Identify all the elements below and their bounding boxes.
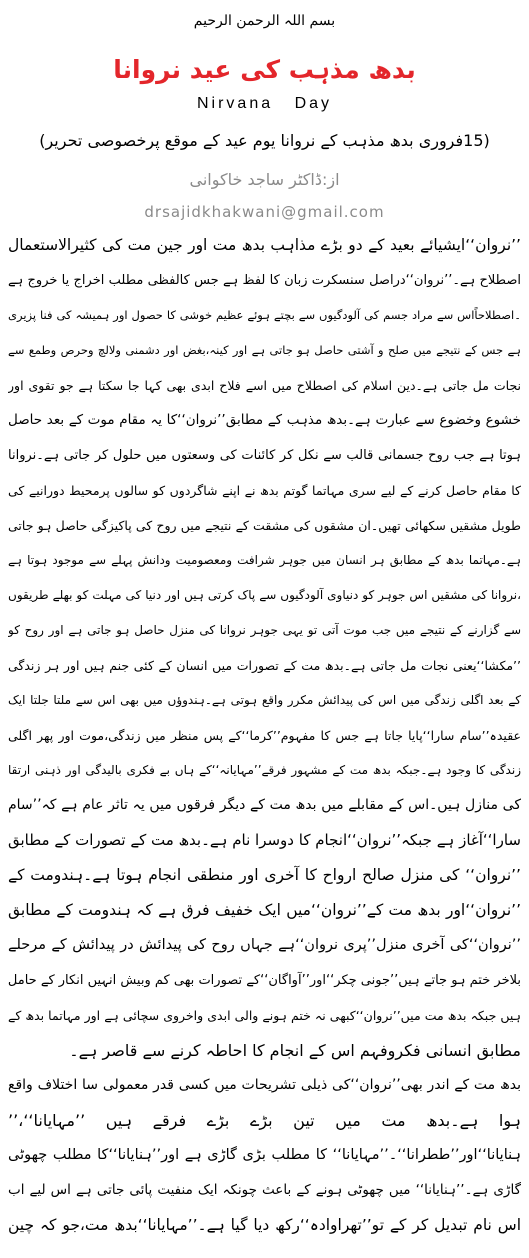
- occasion-note: (15فروری بدھ مذہب کے نروانا یوم عید کے موقع پرخصوصی تحریر): [39, 131, 490, 150]
- body-line: عقیدہ’’سام سارا‘‘پایا جاتا ہے جس کا مفہوم’’کرما‘‘کے پس منظر میں زندگی،موت اور پھر اگلی: [8, 728, 521, 743]
- body-line: مطابق انسانی فکروفہم اس کے انجام کا احاطہ کرنے سے قاصر ہے۔: [69, 1041, 521, 1060]
- body-line: اصطلاح ہے۔’’نروان‘‘دراصل سنسکرت زبان کا لفظ ہے جس کالفظی مطلب اخراج یا خروج ہے: [8, 273, 521, 288]
- author-email: drsajidkhakwani@gmail.com: [144, 203, 385, 221]
- body-line: ’’نروان‘‘ایشیائے بعید کے دو بڑے مذاہب بدھ مت اور جین مت کی کثیرالاستعمال: [8, 236, 521, 254]
- body-line: ’’مکشا‘‘یعنی نجات مل جاتی ہے۔بدھ مت کے تصورات میں انسان کے کئی جنم ہیں اور ہر زندگی: [8, 658, 521, 673]
- body-line: ’’نروان‘‘ کی منزل صالح ارواح کا آخری اور منطقی انجام ہوتا ہے۔ہندومت کے: [8, 866, 521, 884]
- body-line: بدھ مت کے اندر بھی’’نروان‘‘کی ذیلی تشریحات میں کسی قدر معمولی سا اختلاف واقع: [8, 1077, 521, 1093]
- body-line: کی منازل ہیں۔اس کے مقابلے میں بدھ مت کے دیگر فرقوں میں یہ تاثر عام ہے کہ’’سام: [8, 797, 521, 813]
- english-subtitle: Nirvana Day: [196, 95, 333, 112]
- body-line: کا مقام حاصل کرنے کے لیے سری مہاتما گوتم بدھ نے اپنے شاگردوں کو سالوں پرمحیط دورانیے کی: [8, 483, 521, 498]
- body-line: ہیں جبکہ بدھ مت میں’’نروان‘‘کبھی نہ ختم ہونے والی ابدی واخروی سچائی ہے اور مہاتما بدھ کے: [8, 1008, 521, 1023]
- body-line: ۔اصطلاحاًاس سے مراد جسم کی آلودگیوں سے بچتے ہوئے عظیم خوشی کا حصول اور ہمیشہ کی فنا پزیری: [8, 308, 521, 322]
- body-line: اس نام تبدیل کر کے تو’’تھراوادہ‘‘رکھ دیا گیا ہے۔’’مہایانا‘‘بدھ مت،جو کہ چین: [8, 1216, 521, 1234]
- body-line: خشوع وخضوع سے عبارت ہے۔بدھ مذہب کے مطابق’’نروان‘‘کا یہ مقام موت کے بعد حاصل: [8, 412, 521, 428]
- body-line: نجات مل جاتی ہے۔دین اسلام کی اصطلاح میں اسے فلاح ابدی بھی کہا جا سکتا ہے جو تقوی اور: [8, 378, 521, 393]
- body-line: ،نروانا کی مشقیں اس جوہر کو دنیاوی آلودگیوں سے پاک کرتی ہیں اور دنیا کی مہلت کو بھلے طریقوں: [8, 588, 521, 602]
- article-title: بدھ مذہب کی عید نروانا: [113, 55, 416, 84]
- body-line: سے گزارنے کے نتیجے میں جب موت آتی تو یہی جوہر نروانا کی منزل حاصل ہو جاتی ہے اور روح کو: [8, 623, 521, 637]
- paragraph: [8, 1068, 521, 1243]
- body-line: کے بعد اگلی زندگی میں اس کی پیدائش مکرر واقع ہوتی ہے۔ہندوؤں میں بھی اس سے ملتا جلتا ایک: [8, 693, 521, 707]
- body-line: ہے۔مہاتما بدھ کے مطابق ہر انسان میں جوہر شرافت ومعصومیت ودانش پہلے سے موجود ہوتا ہے: [8, 553, 521, 567]
- body-line: ’’نروان‘‘اور بدھ مت کے’’نروان‘‘میں ایک خفیف فرق ہے کہ ہندومت کے مطابق: [8, 901, 521, 919]
- body-line: ’’نروان‘‘کی آخری منزل’’پری نروان‘‘ہے جہاں روح کی پیدائش در پیدائش کے مرحلے: [8, 937, 521, 953]
- body-line: ہوتا ہے جب روح جسمانی قالب سے نکل کر کائنات کی وسعتوں میں حلول کر جاتی ہے۔نروانا: [8, 448, 521, 463]
- paragraph: [8, 228, 521, 1068]
- bismillah-heading: بسم اللہ الرحمن الرحیم: [193, 13, 336, 29]
- body-line: زندگی کا وجود ہے۔جبکہ بدھ مت کے مشہور فرقے’’مہایانہ‘‘کے ہاں بے فکری بالیدگی اور ذہنی ارتقا: [8, 763, 521, 777]
- body-line: ہوا ہے۔بدھ مت میں تین بڑے بڑے فرقے ہیں ’’مہایانا‘‘،’’: [8, 1111, 521, 1130]
- body-line: بلاخر ختم ہو جاتے ہیں’’جونی چکر‘‘اور’’آواگان‘‘کے تصورات بھی کم وبیش انہیں انکار کے حامل: [8, 973, 521, 988]
- article-body: [8, 228, 521, 1243]
- body-line: گاڑی ہے۔’’ہنایانا‘‘ میں چھوٹی ہونے کے باعث چونکہ ایک منفیت پائی جاتی ہے اس لیے اب: [8, 1182, 521, 1198]
- body-line: ہنایانا‘‘اور’’ططرانا‘‘۔’’مہایانا‘‘ کا مطلب بڑی گاڑی ہے اور’’ہنایانا‘‘کا مطلب چھوٹی: [8, 1147, 521, 1163]
- body-line: طویل مشقیں سکھائی تھیں۔ان مشقوں کی مشقت کے نتیجے میں روح کی پاکیزگی حاصل ہو جاتی: [8, 518, 521, 533]
- author-byline: از:ڈاکٹر ساجد خاکوانی: [189, 170, 340, 189]
- body-line: سارا‘‘آغاز ہے جبکہ’’نروان‘‘انجام کا دوسرا نام ہے۔بدھ مت کے تصورات کے مطابق: [8, 831, 521, 849]
- body-line: ہے جس کے نتیجے میں صلح و آشتی حاصل ہو جاتی ہے اور کینہ،بغض اور دشمنی ولالچ وحرص وطمع سے: [8, 343, 521, 357]
